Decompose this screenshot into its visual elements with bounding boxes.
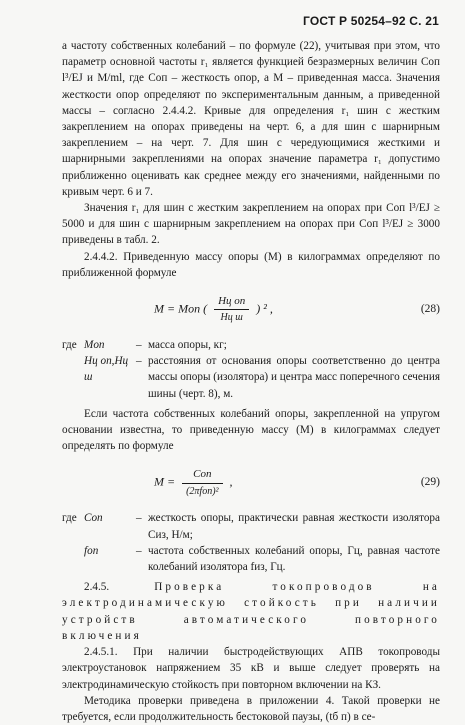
paragraph-2-4-5-1: 2.4.5.1. При наличии быстродействующих АПВ токопроводы электроустановок напряжением 35 кВ и выше следует проверять на электродинамическую стойкость при повторном включении на КЗ. <box>62 646 440 691</box>
definition-row <box>62 337 440 353</box>
definition-dash: – <box>136 339 142 352</box>
section-number: 2.4.5. <box>84 581 110 594</box>
formula-28-numerator: Hц оп <box>214 293 249 310</box>
formula-28-number: (28) <box>420 303 440 316</box>
definition-row <box>62 543 440 575</box>
definitions-29 <box>62 510 440 575</box>
definition-symbol: Hц оп,Hц ш <box>84 355 129 384</box>
definition-lead: где <box>62 339 77 352</box>
definition-dash: – <box>136 544 142 557</box>
formula-29-number: (29) <box>420 476 440 489</box>
formula-28-lhs: M = Mоп ( <box>154 301 208 316</box>
definition-dash: – <box>136 355 142 368</box>
formula-29-numerator: Cоп <box>182 466 222 483</box>
formula-28-rhs: ) ² , <box>256 301 273 316</box>
formula-28 <box>62 287 440 333</box>
definition-row <box>62 353 440 402</box>
formula-29-denominator: (2πfоп)² <box>186 485 219 497</box>
paragraph-frequency: а частоту собственных колебаний – по формуле (22), учитывая при этом, что параметр основной частоты r₁ является функцией безразмерных величин Cоп l³/EJ и M/ml, где Cоп – жесткость опор, а M – приведенная масса. Значения жесткости опор определяют по экспериментальным данным, а приведенной массы – согласно 2.4.4.2. Кривые для определения r₁ шин с жестким закреплением на опорах приведены на черт. 6, а для шин с шарнирным закреплением – на черт. 7. Для шин с чередующимися жесткими и шарнирными закреплениями на опорах значение параметра r₁ допустимо приближенно оценивать как среднее между его значениями, найденными по кривым черт. 6 и 7. <box>62 40 440 198</box>
definition-text: масса опоры, кг; <box>148 339 227 352</box>
section-title: Проверка токопроводов на электродинамическую стойкость при наличии устройств автоматического повторного включения <box>62 581 440 642</box>
formula-29-fraction <box>182 466 222 499</box>
paragraph-elastic-base: Если частота собственных колебаний опоры, закрепленной на упругом основании известна, то приведенную массу (M) в килограммах следует определять по формуле <box>62 407 440 453</box>
definition-lead: где <box>62 512 77 525</box>
page-body <box>62 38 440 725</box>
definition-text: частота собственных колебаний опоры, Гц, равная частоте колебаний изолятора fиз, Гц. <box>148 544 440 574</box>
definition-lead <box>62 353 84 402</box>
formula-29-lhs: M = <box>154 474 176 489</box>
definition-text: расстояния от основания опоры соответственно до центра массы опоры (изолятора) и центра масс поперечного сечения шины (черт. 8), м. <box>148 355 440 400</box>
definition-dash: – <box>136 512 142 525</box>
formula-29 <box>62 460 440 506</box>
definition-symbol: Cоп <box>84 512 103 525</box>
definition-row <box>62 510 440 542</box>
formula-28-denominator: Hц ш <box>220 312 243 324</box>
paragraph-method: Методика проверки приведена в приложении 4. Такой проверки не требуется, если продолжительность бестоковой паузы, (tб п) в се- <box>62 694 440 723</box>
formula-28-fraction <box>214 293 249 326</box>
section-heading-2-4-5 <box>62 579 440 644</box>
definition-text: жесткость опоры, практически равная жесткости изолятора Cиз, Н/м; <box>148 512 440 541</box>
page-header: ГОСТ Р 50254–92 С. 21 <box>303 14 439 28</box>
paragraph-r1-values: Значения r₁ для шин с жестким закреплением на опорах при Cоп l³/EJ ≥ 5000 и для шин с шарнирным закреплением на опорах при Cоп l³/EJ ≥ 3000 приведены в табл. 2. <box>62 202 440 247</box>
definition-lead <box>62 543 84 575</box>
formula-29-rhs: , <box>229 474 233 489</box>
definition-symbol: fоп <box>84 544 99 557</box>
definitions-28 <box>62 337 440 402</box>
paragraph-2-4-4-2: 2.4.4.2. Приведенную массу опоры (M) в килограммах определяют по приближенной формуле <box>62 250 440 279</box>
definition-symbol: Mоп <box>84 339 105 352</box>
